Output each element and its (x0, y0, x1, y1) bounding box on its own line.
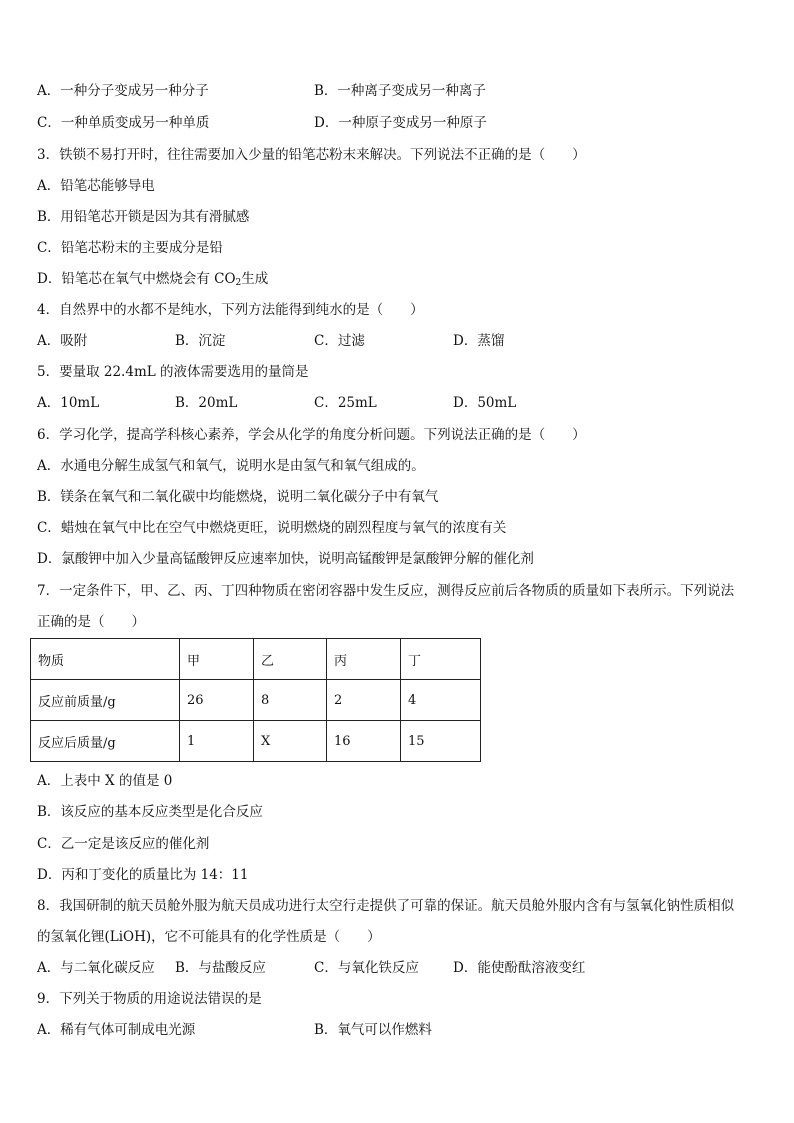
q7-option-c: C．乙一定是该反应的催化剂 (37, 836, 210, 852)
q3-option-d (37, 269, 268, 293)
q6-stem: 6．学习化学，提高学科核心素养，学会从化学的角度分析问题。下列说法正确的是（ ） (37, 427, 586, 443)
q8-option-a: A．与二氧化碳反应 (37, 960, 155, 976)
table-cell: 1 (180, 721, 254, 762)
q8-option-b: B．与盐酸反应 (175, 960, 266, 976)
table-cell: 2 (327, 680, 401, 721)
q2-option-b: B．一种离子变成另一种离子 (314, 83, 486, 99)
q4-option-a: A．吸附 (37, 333, 88, 349)
table-cell: 15 (401, 721, 481, 762)
q4-option-d: D．蒸馏 (453, 333, 505, 349)
q6-option-a: A．水通电分解生成氢气和氧气，说明水是由氢气和氧气组成的。 (37, 458, 425, 474)
q5-option-a: A．10mL (37, 395, 100, 411)
table-cell: 26 (180, 680, 254, 721)
q6-option-b: B．镁条在氧气和二氧化碳中均能燃烧，说明二氧化碳分子中有氧气 (37, 489, 439, 505)
table-cell: 反应前质量/g (31, 680, 180, 721)
table-cell: 反应后质量/g (31, 721, 180, 762)
mass-table (30, 638, 481, 762)
co2-subscript: 2 (235, 278, 242, 288)
q3-option-b: B．用铅笔芯开锁是因为其有滑腻感 (37, 209, 250, 225)
q4-option-c: C．过滤 (314, 333, 365, 349)
q6-option-c: C．蜡烛在氧气中比在空气中燃烧更旺，说明燃烧的剧烈程度与氧气的浓度有关 (37, 520, 507, 536)
q4-option-b: B．沉淀 (175, 333, 226, 349)
q9-option-b: B．氧气可以作燃料 (314, 1022, 432, 1038)
q2-option-a: A．一种分子变成另一种分子 (37, 83, 209, 99)
q5-option-c: C．25mL (314, 395, 377, 411)
q7-option-d: D．丙和丁变化的质量比为 14：11 (37, 867, 249, 883)
q3-option-c: C．铅笔芯粉末的主要成分是铅 (37, 240, 223, 256)
q7-stem-line2: 正确的是（ ） (37, 614, 145, 630)
table-cell: 8 (254, 680, 327, 721)
q5-option-b: B．20mL (175, 395, 238, 411)
q8-option-c: C．与氧化铁反应 (314, 960, 419, 976)
table-row (31, 721, 481, 762)
q3-option-a: A．铅笔芯能够导电 (37, 178, 155, 194)
q3-option-d-text: D．铅笔芯在氧气中燃烧会有 CO (37, 271, 236, 287)
q6-option-d: D．氯酸钾中加入少量高锰酸钾反应速率加快，说明高锰酸钾是氯酸钾分解的催化剂 (37, 551, 534, 567)
q3-option-d-tail: 生成 (241, 271, 269, 287)
q8-stem-line1: 8．我国研制的航天员舱外服为航天员成功进行太空行走提供了可靠的保证。航天员舱外服内含有与氢氧化钠性质相似 (37, 898, 735, 914)
table-cell: 甲 (180, 639, 254, 680)
q7-stem-line1: 7．一定条件下，甲、乙、丙、丁四种物质在密闭容器中发生反应，测得反应前后各物质的质量如下表所示。下列说法 (37, 583, 735, 599)
q9-option-a: A．稀有气体可制成电光源 (37, 1022, 196, 1038)
table-cell: 物质 (31, 639, 180, 680)
table-cell: X (254, 721, 327, 762)
table-cell: 4 (401, 680, 481, 721)
q8-option-d: D．能使酚酞溶液变红 (453, 960, 586, 976)
table-cell: 丙 (327, 639, 401, 680)
q5-stem: 5．要量取 22.4mL 的液体需要选用的量筒是 (37, 364, 309, 380)
table-cell: 丁 (401, 639, 481, 680)
table-cell: 乙 (254, 639, 327, 680)
table-cell: 16 (327, 721, 401, 762)
table-header-row (31, 639, 481, 680)
q2-option-d: D．一种原子变成另一种原子 (314, 115, 487, 131)
q9-stem: 9．下列关于物质的用途说法错误的是 (37, 991, 262, 1007)
q5-option-d: D．50mL (453, 395, 517, 411)
table-row (31, 680, 481, 721)
q7-option-b: B．该反应的基本反应类型是化合反应 (37, 804, 263, 820)
q2-option-c: C．一种单质变成另一种单质 (37, 115, 210, 131)
q4-stem: 4．自然界中的水都不是纯水，下列方法能得到纯水的是（ ） (37, 302, 424, 318)
q7-option-a: A．上表中 X 的值是 0 (37, 773, 173, 789)
q3-stem: 3．铁锁不易打开时，往往需要加入少量的铅笔芯粉末来解决。下列说法不正确的是（ ） (37, 147, 586, 163)
q8-stem-line2: 的氢氧化锂(LiOH)，它不可能具有的化学性质是（ ） (37, 929, 381, 945)
